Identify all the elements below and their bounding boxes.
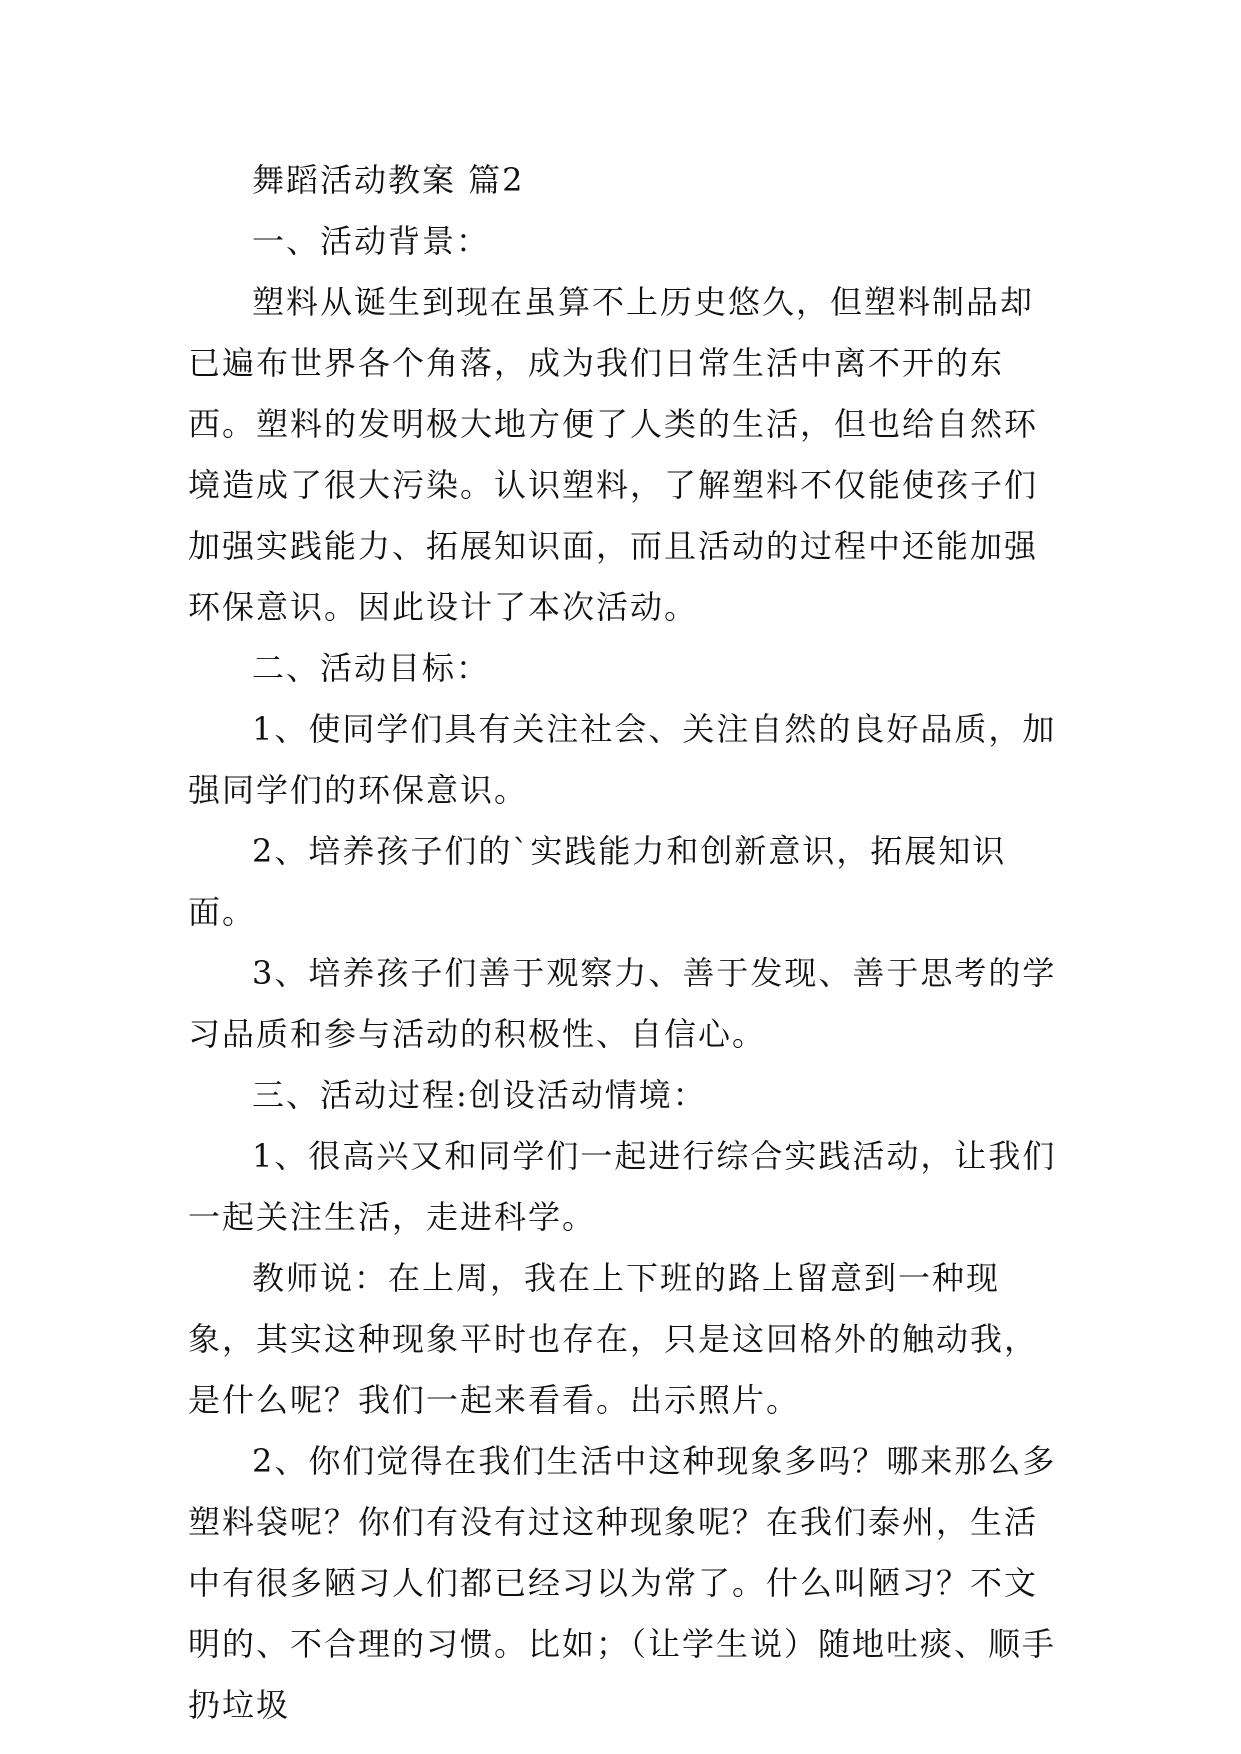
section-heading-background: 一、活动背景： xyxy=(252,222,491,260)
section-heading-goals: 二、活动目标： xyxy=(252,649,491,687)
document-body xyxy=(188,150,1058,1736)
paragraph-goal-2: 2、培养孩子们的`实践能力和创新意识，拓展知识面。 xyxy=(188,832,1007,931)
document-title: 舞蹈活动教案 篇2 xyxy=(252,161,525,199)
paragraph-teacher-says: 教师说：在上周，我在上下班的路上留意到一种现象，其实这种现象平时也存在，只是这回格外的触动我，是什么呢？我们一起来看看。出示照片。 xyxy=(188,1259,1039,1419)
paragraph-goal-1: 1、使同学们具有关注社会、关注自然的良好品质，加强同学们的环保意识。 xyxy=(188,710,1057,809)
paragraph-process-2: 2、你们觉得在我们生活中这种现象多吗？哪来那么多塑料袋呢？你们有没有过这种现象呢？在我们泰州，生活中有很多陋习人们都已经习以为常了。什么叫陋习？不文明的、不合理的习惯。比如；（让学生说）随地吐痰、顺手扔垃圾 xyxy=(188,1442,1057,1724)
paragraph-process-1: 1、很高兴又和同学们一起进行综合实践活动，让我们一起关注生活，走进科学。 xyxy=(188,1137,1057,1236)
paragraph-background: 塑料从诞生到现在虽算不上历史悠久，但塑料制品却已遍布世界各个角落，成为我们日常生活中离不开的东西。塑料的发明极大地方便了人类的生活，但也给自然环境造成了很大污染。认识塑料，了解塑料不仅能使孩子们加强实践能力、拓展知识面，而且活动的过程中还能加强环保意识。因此设计了本次活动。 xyxy=(188,283,1039,626)
section-heading-process: 三、活动过程:创设活动情境： xyxy=(252,1076,707,1114)
paragraph-goal-3: 3、培养孩子们善于观察力、善于发现、善于思考的学习品质和参与活动的积极性、自信心。 xyxy=(188,954,1057,1053)
